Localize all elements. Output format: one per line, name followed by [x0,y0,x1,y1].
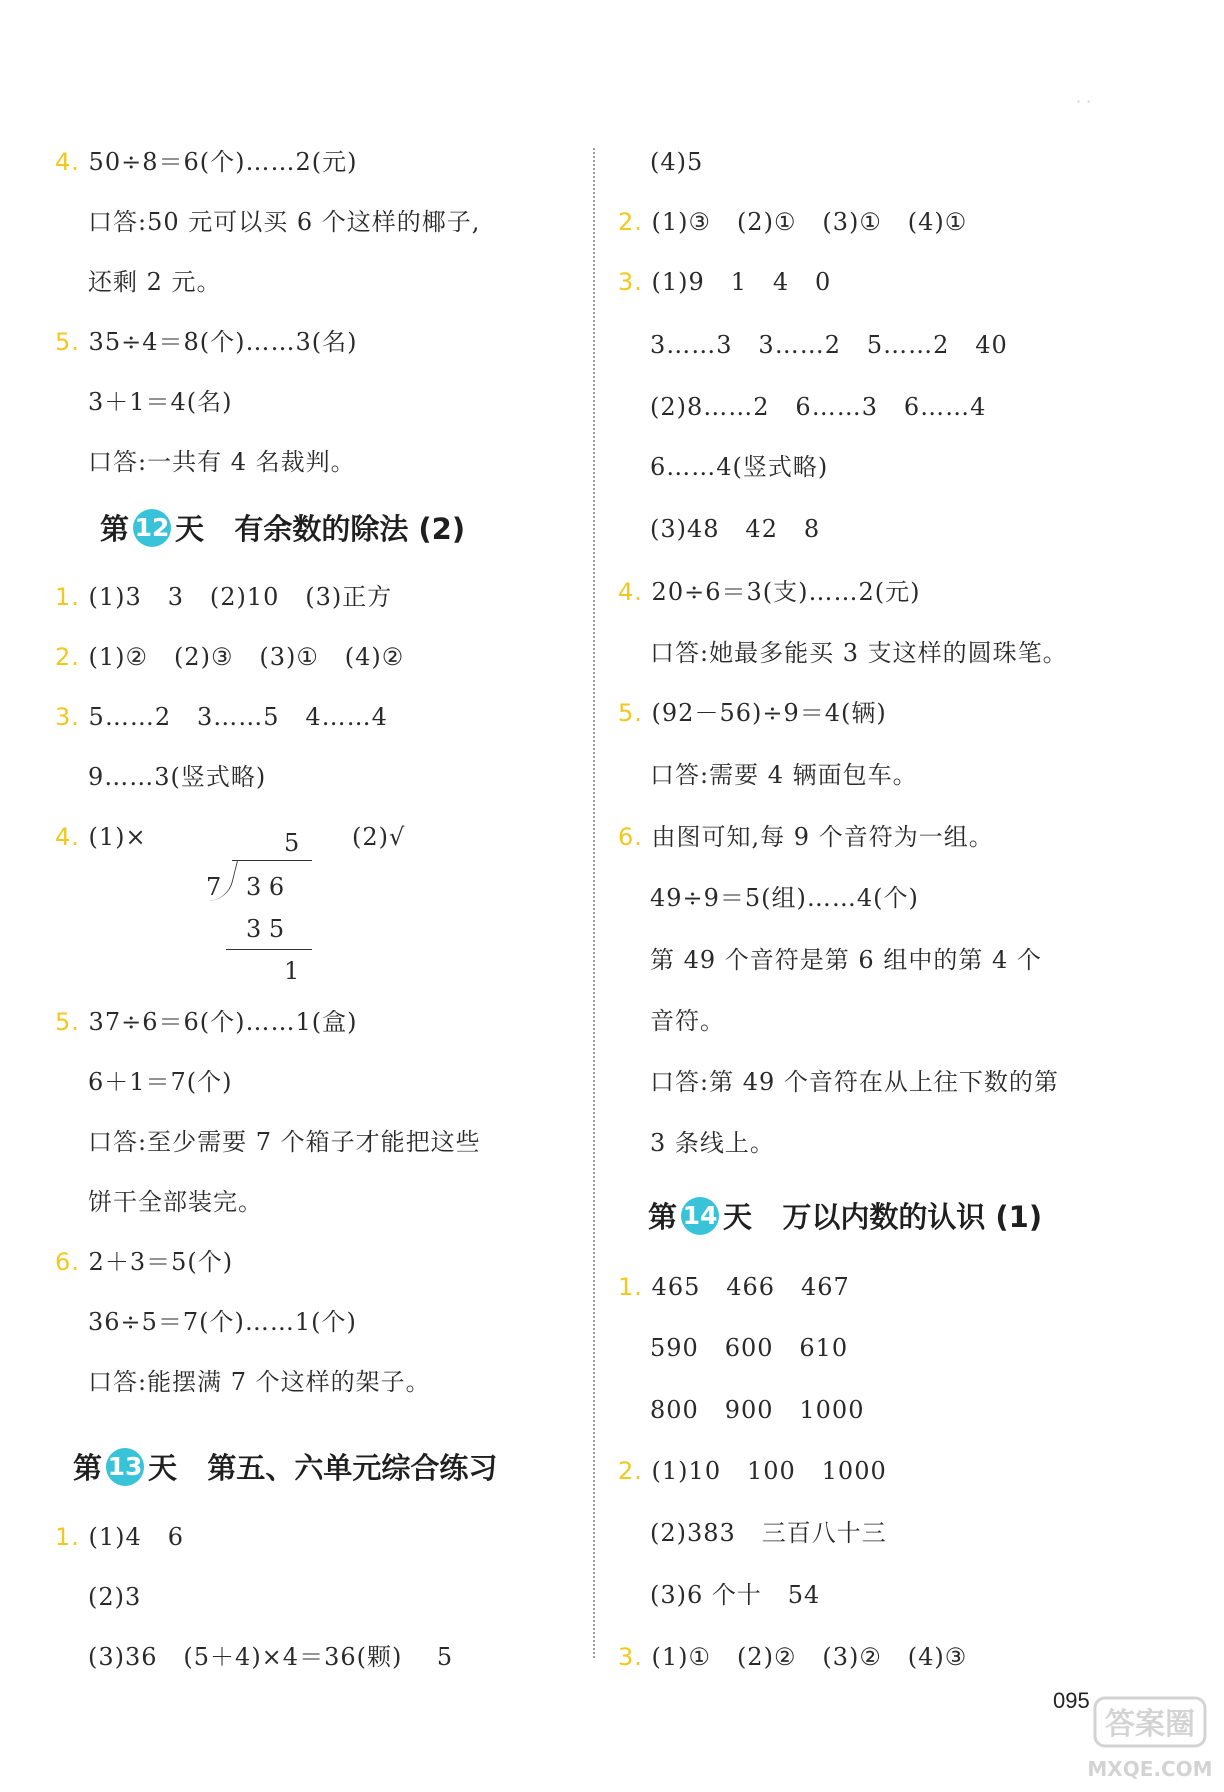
answer-line: (2)383 三百八十三 [650,1519,887,1547]
answer-line: 36÷5＝7(个)……1(个) [88,1308,357,1336]
answer-line: 3. (1)9 1 4 0 [618,268,832,296]
answer-line: (2)√ [352,823,406,851]
watermark-logo [1075,1688,1215,1788]
answer-line: 1. (1)4 6 [55,1523,184,1551]
answer-line: 口答:能摆满 7 个这样的架子。 [88,1368,431,1396]
section-heading-day-12: 第 12 天 有余数的除法 (2) [100,509,465,550]
remainder: 1 [284,957,300,985]
answer-line: 饼干全部装完。 [88,1188,263,1216]
answer-line: 1. 465 466 467 [618,1273,850,1301]
answer-line: 音符。 [650,1007,725,1035]
answer-line: 4. 20÷6＝3(支)……2(元) [618,578,921,606]
answer-line: 还剩 2 元。 [88,268,222,296]
long-division-figure [200,825,320,995]
day-badge: 12 [133,509,171,547]
answer-line: 590 600 610 [650,1334,849,1362]
answer-line: 4. (1)× [55,823,147,851]
answer-line: 3. 5……2 3……5 4……4 [55,703,388,731]
faint-corner-mark: · · [1076,92,1092,111]
answer-line: 4. 50÷8＝6(个)……2(元) [55,148,358,176]
answer-line: 3＋1＝4(名) [88,388,233,416]
answer-line: 口答:她最多能买 3 支这样的圆珠笔。 [650,639,1068,667]
answer-line: 5. (92－56)÷9＝4(辆) [618,699,887,727]
dividend: 3 6 [246,873,285,901]
answer-line: (2)8……2 6……3 6……4 [650,393,987,421]
answer-line: 1. (1)3 3 (2)10 (3)正方 [55,583,393,611]
answer-line: 第 49 个音符是第 6 组中的第 4 个 [650,946,1042,974]
answer-line: 口答:第 49 个音符在从上往下数的第 [650,1068,1059,1096]
answer-line: (2)3 [88,1583,142,1611]
day-badge: 14 [681,1197,719,1235]
answer-line: 2. (1)② (2)③ (3)① (4)② [55,643,405,671]
answer-line: 口答:需要 4 辆面包车。 [650,761,918,789]
answer-line: 6……4(竖式略) [650,453,829,481]
quotient: 5 [284,829,300,857]
page-number: 095 [1053,1688,1090,1713]
section-heading-day-14: 第 14 天 万以内数的认识 (1) [648,1197,1042,1238]
answer-line: 2. (1)10 100 1000 [618,1457,887,1485]
answer-line: 3……3 3……2 5……2 40 [650,331,1008,359]
answer-line: (3)36 (5＋4)×4＝36(颗) 5 [88,1643,454,1671]
answer-line: (4)5 [650,148,704,176]
answer-line: 口答:50 元可以买 6 个这样的椰子, [88,208,481,236]
column-divider [593,148,595,1658]
day-badge: 13 [106,1448,144,1486]
answer-line: 口答:一共有 4 名裁判。 [88,448,356,476]
answer-line: (3)48 42 8 [650,515,821,543]
answer-line: 5. 37÷6＝6(个)……1(盒) [55,1008,358,1036]
answer-line: 5. 35÷4＝8(个)……3(名) [55,328,358,356]
section-heading-day-13: 第 13 天 第五、六单元综合练习 [73,1448,497,1489]
svg-text:MXQE.COM: MXQE.COM [1087,1757,1213,1781]
answer-line: 2. (1)③ (2)① (3)① (4)① [618,208,968,236]
answer-line: 6. 2＋3＝5(个) [55,1248,234,1276]
answer-line: 口答:至少需要 7 个箱子才能把这些 [88,1128,481,1156]
answer-line: 6＋1＝7(个) [88,1068,233,1096]
answer-line: 800 900 1000 [650,1396,865,1424]
divisor: 7 [206,873,222,901]
answer-line: (3)6 个十 54 [650,1581,821,1609]
answer-line: 9……3(竖式略) [88,763,267,791]
answer-line: 3. (1)① (2)② (3)② (4)③ [618,1643,968,1671]
answer-line: 6. 由图可知,每 9 个音符为一组。 [618,823,994,851]
svg-text:答案圈: 答案圈 [1105,1707,1195,1742]
product: 3 5 [246,915,285,943]
answer-line: 3 条线上。 [650,1129,775,1157]
answer-line: 49÷9＝5(组)……4(个) [650,884,919,912]
